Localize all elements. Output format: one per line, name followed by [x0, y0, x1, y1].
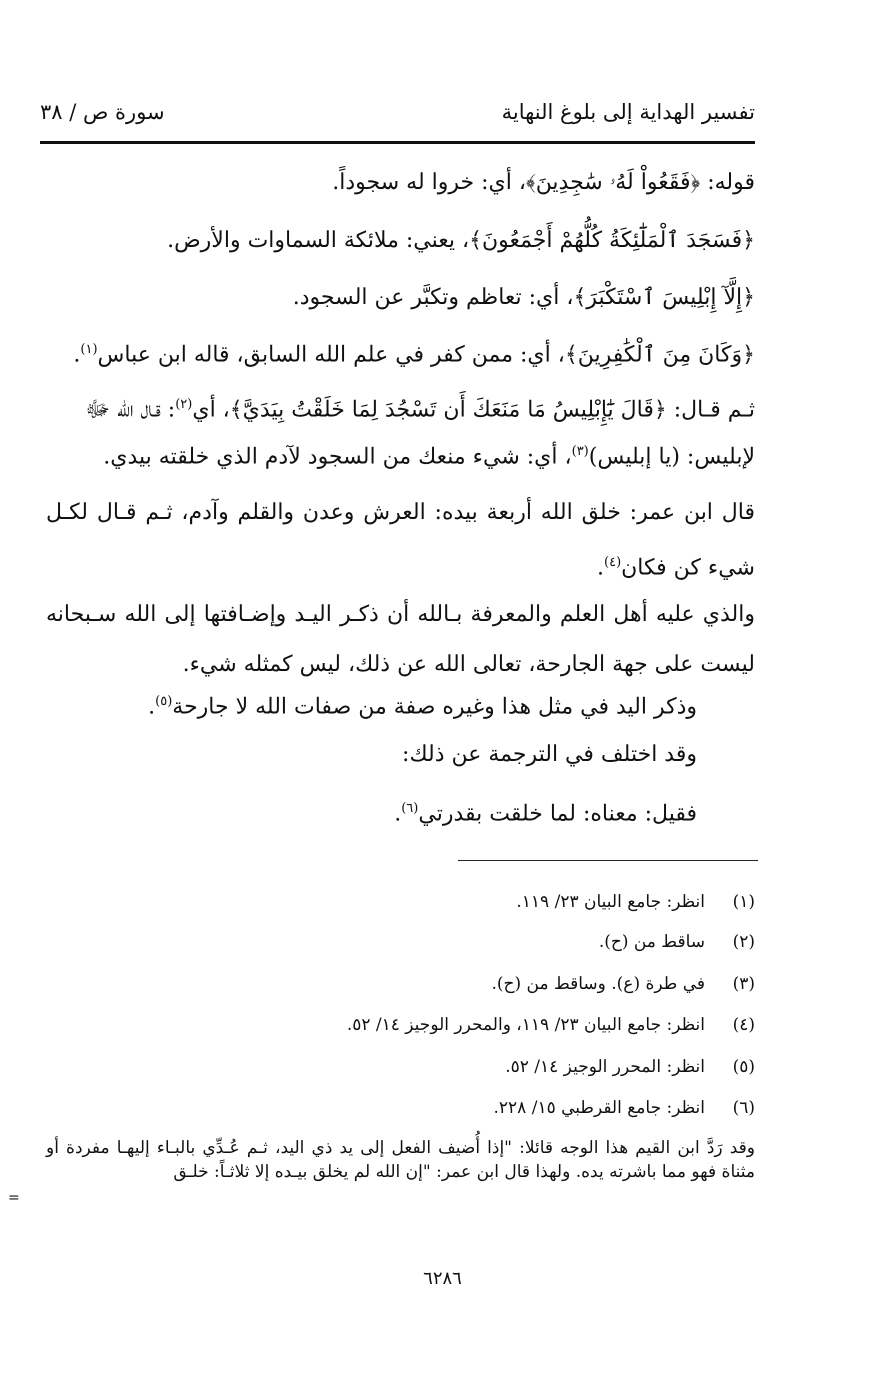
body-paragraph-ahl-al-ilm: والذي عليه أهل العلم والمعرفة بـالله أن ذكـر اليـد وإضـافتها إلى الله سـبحانه ليست على جهة الجارحة، تعالى الله عن ذلك، ليس كمثله شيء. [46, 602, 755, 677]
footnote-continuation: وقد رَدَّ ابن القيم هذا الوجه قائلا: "إذا أُضيف الفعل إلى يد ذي اليد، ثـم عُـدِّي بالبـاء إليهـا مفردة أو مثناة فهو مما باشرته يده. ولهذا قال ابن عمر: "إن الله لم يخلق بيـده إلا ثلاثـاً: خلـق [46, 1138, 755, 1182]
footnote-4: (٤)انظر: جامع البيان ٢٣/ ١١٩، والمحرر الوجيز ١٤/ ٥٢. [346, 1015, 755, 1035]
body-line-10: وقد اختلف في الترجمة عن ذلك: [402, 742, 697, 767]
body-line-9: وذكر اليد في مثل هذا وغيره صفة من صفات الله لا جارحة$^{(٥)}$. [148, 694, 697, 720]
page-number: ٦٢٨٦ [423, 1268, 462, 1289]
footnote-1: (١)انظر: جامع البيان ٢٣/ ١١٩. [516, 892, 755, 912]
body-line-6: لإبليس: (يا إبليس)$^{(٣)}$، أي: شيء منعك من السجود لآدم الذي خلقته بيدي. [103, 444, 755, 470]
body-line-5: ثـم قـال: ﴿قَالَ يَٰٓإِبْلِيسُ مَا مَنَعَكَ أَن تَسْجُدَ لِمَا خَلَقْتُ بِيَدَيَّ﴾، أي$^{(٢)}$: قـال الله ﷻ [85, 397, 755, 423]
header-rule [40, 141, 755, 144]
body-line-2: ﴿فَسَجَدَ ٱلْمَلَٰٓئِكَةُ كُلُّهُمْ أَجْمَعُونَ﴾، يعني: ملائكة السماوات والأرض. [167, 228, 755, 253]
footnote-ref-2: (٢) [175, 397, 193, 412]
footnote-ref-3: (٣) [571, 444, 589, 459]
body-line-3: ﴿إِلَّآ إِبْلِيسَ ٱسْتَكْبَرَ﴾، أي: تعاظم وتكبَّر عن السجود. [292, 285, 755, 310]
footnote-ref-5: (٥) [155, 694, 173, 709]
footnote-separator [458, 860, 758, 861]
footnote-3: (٣)في طرة (ع). وساقط من (ح). [491, 974, 755, 994]
footnote-ref-6: (٦) [401, 801, 419, 816]
footnote-6: (٦)انظر: جامع القرطبي ١٥/ ٢٢٨. [493, 1098, 755, 1118]
continuation-mark: = [8, 1190, 20, 1206]
footnote-5: (٥)انظر: المحرر الوجيز ١٤/ ٥٢. [505, 1057, 755, 1077]
body-line-11: فقيل: معناه: لما خلقت بقدرتي$^{(٦)}$. [394, 801, 697, 827]
footnote-2: (٢)ساقط من (ح). [598, 932, 755, 952]
body-line-4: ﴿وَكَانَ مِنَ ٱلْكَٰفِرِينَ﴾، أي: ممن كفر في علم الله السابق، قاله ابن عباس$^{(١)}$. [73, 342, 755, 368]
body-line-1: قوله: ﴿فَقَعُواْ لَهُۥ سَٰجِدِينَ﴾، أي: خروا له سجوداً. [332, 170, 755, 195]
book-title: تفسير الهداية إلى بلوغ النهاية [501, 100, 755, 124]
body-paragraph-ibn-umar: قال ابن عمر: خلق الله أربعة بيده: العرش وعدن والقلم وآدم، ثـم قـال لكـل شيء كن فكان$^{(٤)}$. [46, 500, 755, 581]
surah-page-label: سورة ص / ٣٨ [40, 100, 165, 124]
footnote-ref-1: (١) [80, 342, 98, 357]
footnote-ref-4: (٤) [604, 555, 622, 570]
